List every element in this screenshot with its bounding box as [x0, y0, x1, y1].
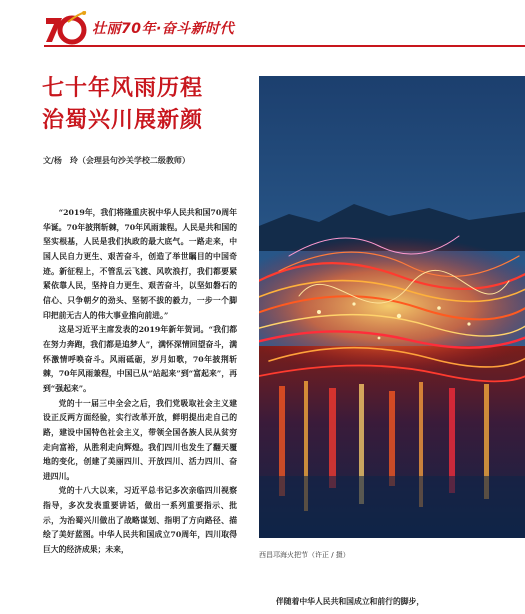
- byline: 文/杨 玲（会理县句沙关学校二级教师）: [43, 155, 190, 165]
- paragraph: 党的十八大以来，习近平总书记多次亲临四川视察指导，多次发表重要讲话，做出一系列重要指示、批示，为治蜀兴川做出了战略谋划、指明了方向路径、描绘了美好蓝图。中华人民共和国成立70周年，四川取得巨大的经济成果；未来，: [43, 486, 237, 555]
- article-body: [43, 206, 237, 558]
- paragraph: 党的十一届三中全会之后，我们党吸取社会主义建设正反两方面经验，实行改革开放，鲜明提出走自己的路，建设中国特色社会主义，带领全国各族人民从贫穷走向富裕，从胜利走向辉煌。我们四川也发生了翻天覆地的变化，创建了美丽四川、开放四川、活力四川、奋进四川。: [43, 398, 237, 481]
- title-line-1: 七十年风雨历程: [42, 76, 204, 101]
- page-header: [0, 0, 525, 52]
- photo-caption: 西昌邛海火把节（许正 / 摄）: [259, 551, 350, 559]
- title-line-2: 治蜀兴川展新颜: [42, 108, 204, 133]
- anniversary-70-logo: [44, 8, 88, 48]
- header-title: 壮丽70年·奋斗新时代: [92, 21, 235, 37]
- torch-festival-photo: [259, 76, 525, 538]
- header-divider: [44, 45, 525, 47]
- article-title: [42, 73, 257, 137]
- continued-text: 伴随着中华人民共和国成立和前行的脚步，: [276, 597, 425, 606]
- paragraph: “2019年，我们将隆重庆祝中华人民共和国70周年华诞。70年披荆斩棘，70年风雨兼程。人民是共和国的坚实根基，人民是我们执政的最大底气。一路走来，中国人民自力更生、艰苦奋斗，创造了举世瞩目的中国奇迹。新征程上，不管乱云飞渡、风吹浪打，我们都要紧紧依靠人民，坚持自力更生、艰苦奋斗，以坚如磐石的信心、只争朝夕的劲头、坚韧不拔的毅力，一步一个脚印把前无古人的伟大事业推向前进。”: [43, 208, 237, 320]
- paragraph: 这是习近平主席发表的2019年新年贺词。“我们都在努力奔跑，我们都是追梦人”，满怀深情回望奋斗，满怀激情呼唤奋斗。风雨砥砺，岁月如歌，70年披荆斩棘，70年风雨兼程，中国已从“站起来”到“富起来”，再到“强起来”。: [43, 325, 237, 393]
